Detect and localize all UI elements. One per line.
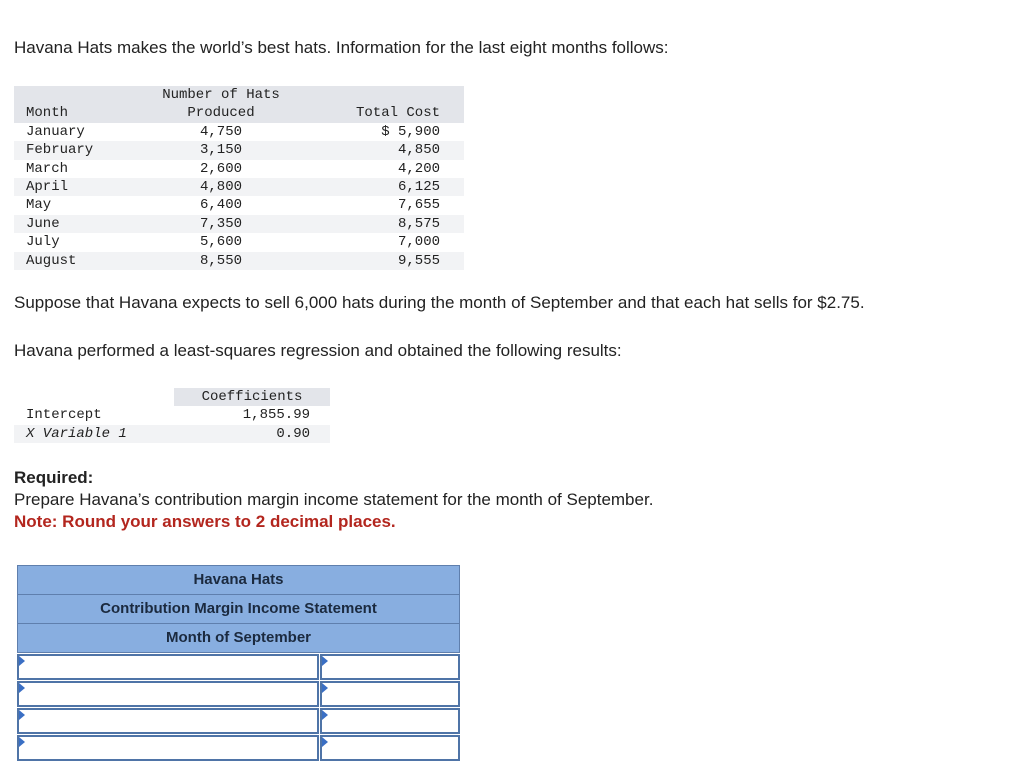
header-coefficients: Coefficients [174,388,330,406]
table-row: March 2,600 4,200 [26,160,440,177]
statement-row [17,654,460,680]
table-row: August 8,550 9,555 [14,252,464,270]
statement-title: Contribution Margin Income Statement [17,594,460,624]
rounding-note: Note: Round your answers to 2 decimal places. [14,512,396,531]
statement-row [17,708,460,734]
table-row: Intercept 1,855.99 [26,407,310,424]
table-row: February 3,150 4,850 [14,141,464,159]
statement-period: Month of September [17,623,460,653]
regression-coefficients-table [14,388,330,443]
table-row: X Variable 1 0.90 [14,425,330,443]
statement-row [17,735,460,761]
line-item-label-input[interactable] [19,683,317,705]
line-item-amount-input[interactable] [322,737,458,759]
header-total-cost: Total Cost [310,104,464,122]
line-item-amount-input[interactable] [322,656,458,678]
header-hats-line1: Number of Hats [132,86,310,104]
income-statement [17,565,460,761]
header-hats-line2: Produced [132,104,310,122]
table-row: April 4,800 6,125 [14,178,464,196]
table-row: January 4,750 $ 5,900 [26,123,440,140]
required-section [14,467,653,533]
line-item-label-input[interactable] [19,737,317,759]
intro-text: Havana Hats makes the world’s best hats. Information for the last eight months follows: [14,38,669,57]
statement-row [17,681,460,707]
regression-intro-text: Havana performed a least-squares regression and obtained the following results: [14,341,622,360]
statement-company: Havana Hats [17,565,460,595]
required-heading: Required: [14,468,94,487]
production-cost-table [14,86,464,270]
table-row: July 5,600 7,000 [26,234,440,251]
line-item-label-input[interactable] [19,656,317,678]
required-text: Prepare Havana’s contribution margin income statement for the month of September. [14,490,654,509]
sales-assumption-text: Suppose that Havana expects to sell 6,000 hats during the month of September and that each hat sells for $2.75. [14,293,865,312]
line-item-amount-input[interactable] [322,710,458,732]
line-item-amount-input[interactable] [322,683,458,705]
line-item-label-input[interactable] [19,710,317,732]
table-row: May 6,400 7,655 [26,197,440,214]
header-month: Month [14,104,132,122]
table-row: June 7,350 8,575 [14,215,464,233]
